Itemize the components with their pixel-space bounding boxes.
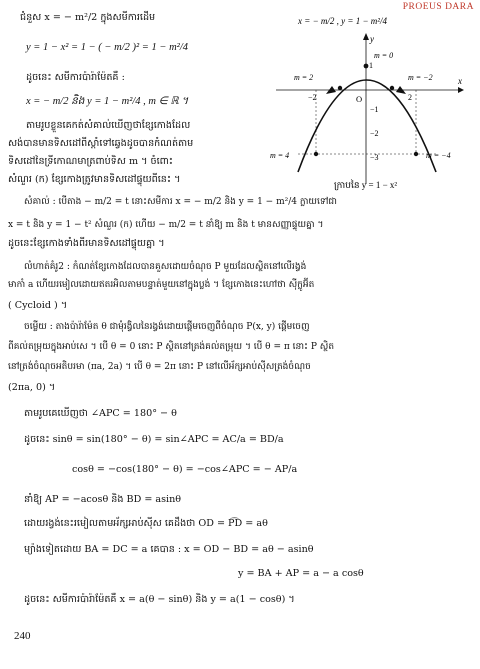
y-axis-label: y [370,34,374,44]
text-line-23: ដោយរង្វង់នេះរមៀលតាមអ័ក្សអាប់ស៊ីស គេដឹងថា OD = P͡D = aθ [24,518,268,529]
text-line-22: នាំឱ្យ AP = −acosθ និង BD = asinθ [24,494,182,505]
text-line-13: មាកាំ a ហើយរមៀលដោយឥតរអិលតាមបន្ទាត់មួយនៅក្នុងប្លង់ ។ ខ្សែកោងនេះហៅថា ស៊ីក្លូអ៊ីត [8,280,315,290]
y-axis-arrow [363,33,369,40]
x-tick-2: 2 [408,93,412,102]
text-line-12: លំហាត់គំរូ2 : កំណត់ខ្សែកោងដែលបានគួសដោយចំណុច P មួយដែលស្ថិតនៅលើរង្វង់ [24,262,307,272]
page-header: PROEUS DARA [402,2,474,12]
text-line-25: y = BA + AP = a − a cosθ [238,568,364,579]
label-mneg2: m = −2 [408,73,433,82]
text-line-10: x = t និង y = 1 − t² សំណួរ (ក) ហើយ − m/2 = t នាំឱ្យ m និង t មានសញ្ញាផ្ទុយគ្នា ។ [8,220,324,230]
graph-equation: x = − m/2 , y = 1 − m²/4 [298,16,387,26]
text-line-8: សំណួរ (ក) ខ្សែកោងត្រូវមានទិសដៅផ្ទុយពីនេះ ។ [8,174,181,185]
text-line-24: ម្យ៉ាងទៀតដោយ BA = DC = a គេបាន : x = OD − BD = aθ − asinθ [24,544,314,555]
point-m2 [338,86,342,90]
y-tick-neg3: −3 [370,153,379,162]
label-m0: m = 0 [374,51,394,60]
point-m4 [314,152,318,156]
text-line-2: y = 1 − x² = 1 − ( − m/2 )² = 1 − m²/4 [26,42,188,53]
text-line-16: ពីគល់តម្រុយក្នុងអាប់សេ ។ បើ θ = 0 នោះ P ស្ថិតនៅត្រង់គល់តម្រុយ ។ បើ θ = π នោះ P ស្ថិត [8,342,335,352]
text-line-5: តាមរូបខ្លួនគេកត់សំគាល់ឃើញថាខ្សែកោងដែល [26,120,191,131]
y-tick-neg1: −1 [370,105,379,114]
text-line-20: ដូចនេះ sinθ = sin(180° − θ) = sin∠APC = AC/a = BD/a [24,434,284,445]
text-line-4: x = − m/2 និង y = 1 − m²/4 , m ∈ ℝ ។ [26,96,189,107]
graph-caption: ក្រាបនៃ y = 1 − x² [334,180,398,190]
text-line-26: ដូចនេះ សមីការប៉ារ៉ាម៉ែតគឺ x = a(θ − sinθ) និង y = a(1 − cosθ) ។ [24,594,295,605]
page-number: 240 [14,630,31,642]
text-line-6: សង់បានមានទិសដៅពីស្ដាំទៅឆ្វេងដូចបានកំណត់តាម [8,138,194,149]
point-mneg4 [414,152,418,156]
parabola-graph [268,12,468,192]
parabola-curve [298,80,436,172]
x-axis-arrow [458,87,464,93]
text-line-3: ដូចនេះ សមីការប៉ារ៉ាម៉ែតគឺ : [26,72,125,83]
text-line-11: ដូចនេះខ្សែកោងទាំងពីរមានទិសដៅផ្ទុយគ្នា ។ [8,238,165,249]
text-line-17: នៅត្រង់ចំណុចអតិបរមា (πa, 2a) ។ បើ θ = 2π នោះ P នៅលើអ័ក្សអាប់ស៊ីសត្រង់ចំណុច [8,362,311,372]
y-tick-neg2: −2 [370,129,379,138]
text-line-15: ចម្លើយ : តាងប៉ារ៉ាម៉ែត θ ជាមុំរង្វិលនៃរង្វង់ដោយផ្ដើមចេញពីចំណុច P(x, y) ផ្ដើមចេញ [24,322,310,332]
text-line-18: (2πa, 0) ។ [8,382,56,393]
text-line-21: cosθ = −cos(180° − θ) = −cos∠APC = − AP/a [72,464,298,475]
point-mneg2 [390,86,394,90]
label-mneg4: m = −4 [426,151,451,160]
text-line-14: ( Cycloid ) ។ [8,300,68,311]
origin-label: O [356,94,363,104]
y-tick-1: 1 [369,61,373,70]
x-axis-label: x [458,76,462,86]
text-line-7: ទិសដៅនៃទ្រីកោណមាត្រពាប់ទិស m ។ ចំពោះ [8,156,173,167]
text-line-9: សំគាល់ : បើតាង − m/2 = t នោះសមីការ x = − m/2 និង y = 1 − m²/4 ក្លាយទៅជា [24,197,337,207]
x-tick-neg2: −2 [308,93,317,102]
text-line-1: ជំនួស x = − m²/2 ក្នុងសមីការដើម [20,12,156,23]
text-line-19: តាមរូបគេឃើញថា ∠APC = 180° − θ [24,408,177,419]
label-m2: m = 2 [294,73,314,82]
label-m4: m = 4 [270,151,290,160]
point-m0 [364,64,369,69]
